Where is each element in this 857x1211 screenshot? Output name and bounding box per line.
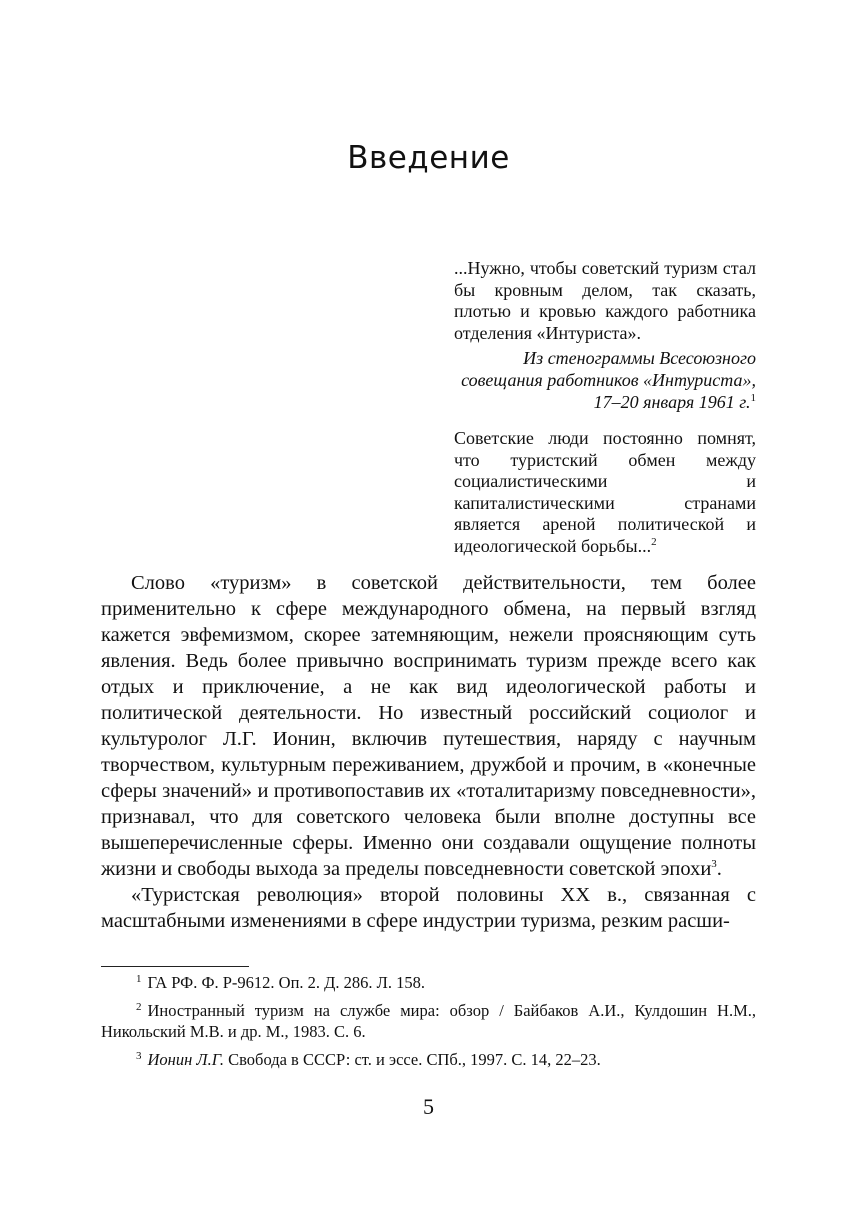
main-text xyxy=(101,570,756,934)
footnote-1 xyxy=(101,972,756,993)
footnote-text: ГА РФ. Ф. Р-9612. Оп. 2. Д. 286. Л. 158. xyxy=(147,973,425,992)
footnote-divider xyxy=(101,966,249,967)
footnote-author: Ионин Л.Г. xyxy=(147,1050,224,1069)
footnote-3 xyxy=(101,1049,756,1070)
epigraph-1-source xyxy=(454,347,756,413)
footnote-ref-1[interactable]: 1 xyxy=(750,392,756,404)
paragraph-2: «Туристская революция» второй половины XX в., связанная с масштабными изменениями в сфере индустрии туризма, резким расши- xyxy=(101,884,756,932)
footnote-number: 2 xyxy=(136,1000,142,1013)
chapter-heading: Введение xyxy=(347,140,510,176)
page-number: 5 xyxy=(423,1094,434,1119)
epigraph-1 xyxy=(454,258,756,344)
footnote-ref-3[interactable]: 3 xyxy=(711,858,717,871)
footnote-text: Свобода в СССР: ст. и эссе. СПб., 1997. С. 14, 22–23. xyxy=(223,1050,601,1069)
footnotes xyxy=(101,972,756,1077)
footnote-ref-2[interactable]: 2 xyxy=(651,535,657,548)
epigraph-1-source-text: Из стенограммы Всесоюзного совещания работников «Интуриста», 17–20 января 1961 г. xyxy=(461,348,756,412)
footnote-number: 1 xyxy=(136,972,142,985)
epigraph-1-text: ...Нужно, чтобы советский туризм стал бы кровным делом, так сказать, плотью и кровью каждого работника отделения «Интуриста». xyxy=(454,258,756,343)
paragraph-1 xyxy=(101,570,756,882)
footnote-text: Иностранный туризм на службе мира: обзор / Байбаков А.И., Кулдошин Н.М., Никольский М.В. и др. М., 1983. С. 6. xyxy=(101,1001,756,1041)
footnote-number: 3 xyxy=(136,1049,142,1062)
epigraph-2-text: Советские люди постоянно помнят, что туристский обмен между социалистическими и капиталистическими странами является ареной политической и идеологической борьбы... xyxy=(454,428,756,556)
paragraph-1-end: . xyxy=(716,858,722,880)
footnote-2 xyxy=(101,1000,756,1042)
epigraph-2 xyxy=(454,428,756,557)
paragraph-1-text: Слово «туризм» в советской действительности, тем более применительно к сфере международного обмена, на первый взгляд кажется эвфемизмом, скорее затемняющим, нежели проясняющим суть явления. Ведь более привычно воспринимать туризм прежде всего как отдых и приключение, а не как вид идеологической работы и политической деятельности. Но известный российский социолог и культуролог Л.Г. Ионин, включив путешествия, наряду с научным творчеством, культурным переживанием, дружбой и прочим, в «конечные сферы значений» и противопоставив их «тоталитаризму повседневности», признавал, что для советского человека были вполне доступны все вышеперечисленные сферы. Именно они создавали ощущение полноты жизни и свободы выхода за пределы повседневности советской эпохи xyxy=(101,572,756,880)
